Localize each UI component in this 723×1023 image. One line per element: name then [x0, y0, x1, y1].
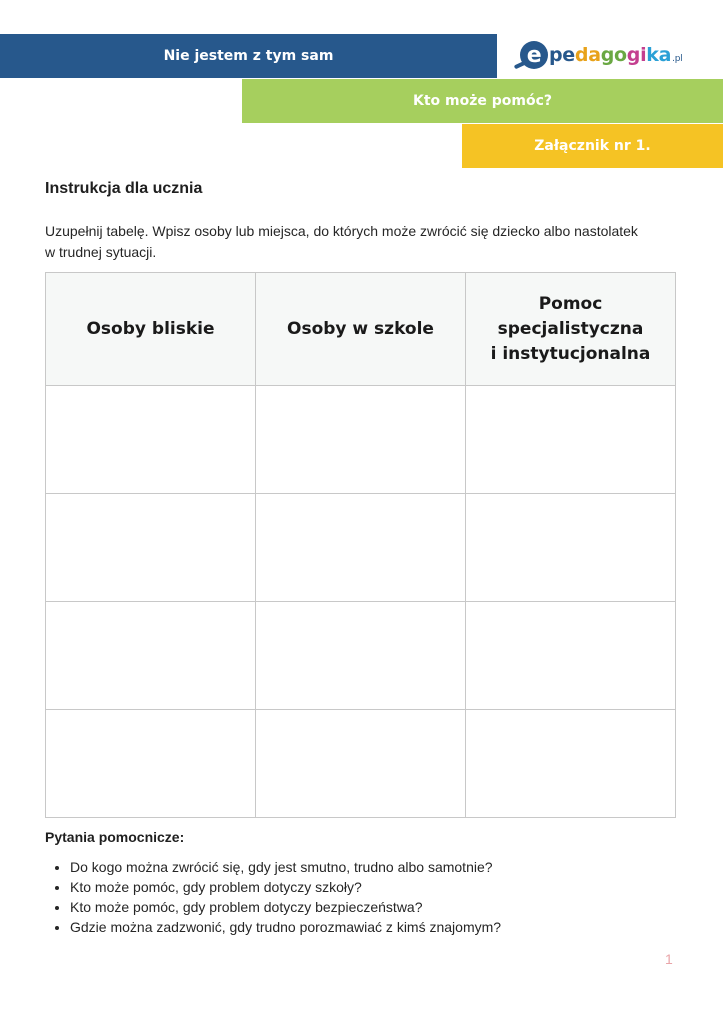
table-cell[interactable]	[46, 710, 256, 818]
table-cell[interactable]	[256, 386, 466, 494]
table-cell[interactable]	[256, 494, 466, 602]
table-cell[interactable]	[466, 494, 676, 602]
table-cell[interactable]	[466, 710, 676, 818]
column-header-close-people	[46, 273, 256, 386]
table-row	[46, 710, 676, 818]
header-line: specjalistyczna	[497, 318, 644, 339]
table-header-row	[46, 273, 676, 386]
logo-text-part: da	[574, 44, 601, 66]
list-item: • Do kogo można zwrócić się, gdy jest smutno, trudno albo samotnie?	[70, 857, 501, 877]
table-cell[interactable]	[46, 386, 256, 494]
table-row	[46, 386, 676, 494]
logo-e-icon: e	[520, 41, 548, 69]
table-row	[46, 602, 676, 710]
table-cell[interactable]	[466, 602, 676, 710]
logo-text-part: ka	[646, 44, 672, 66]
logo-text-part: go	[600, 44, 627, 66]
logo-suffix: .pl	[672, 54, 683, 64]
logo-text-part: pe	[549, 44, 575, 66]
attachment-label: Załącznik nr 1.	[534, 138, 651, 154]
attachment-band	[462, 124, 723, 168]
logo-text-part: gi	[626, 44, 647, 66]
header-line: Osoby bliskie	[86, 318, 215, 339]
column-header-specialist-help	[466, 273, 676, 386]
header-line: i instytucjonalna	[490, 343, 651, 364]
document-title: Nie jestem z tym sam	[163, 48, 334, 64]
header-line: Pomoc	[538, 293, 603, 314]
table-cell[interactable]	[46, 602, 256, 710]
table-cell[interactable]	[256, 602, 466, 710]
table-cell[interactable]	[256, 710, 466, 818]
document-subtitle: Kto może pomóc?	[412, 93, 553, 109]
table-cell[interactable]	[46, 494, 256, 602]
questions-title: Pytania pomocnicze:	[45, 829, 185, 845]
section-heading: Instrukcja dla ucznia	[45, 180, 203, 197]
list-item: • Kto może pomóc, gdy problem dotyczy szkoły?	[70, 877, 501, 897]
column-header-school-people	[256, 273, 466, 386]
subtitle-band	[242, 79, 723, 123]
page-number: 1	[665, 951, 673, 967]
instructions-line: Uzupełnij tabelę. Wpisz osoby lub miejsca, do których może zwrócić się dziecko albo nastolatek	[45, 223, 638, 239]
instructions-text	[45, 221, 675, 263]
epedagogika-logo	[520, 36, 682, 74]
table-cell[interactable]	[466, 386, 676, 494]
list-item: • Kto może pomóc, gdy problem dotyczy bezpieczeństwa?	[70, 897, 501, 917]
header-line: Osoby w szkole	[287, 318, 434, 339]
instructions-line: w trudnej sytuacji.	[45, 244, 157, 260]
worksheet-table	[45, 272, 676, 818]
questions-list	[45, 857, 501, 937]
list-item: • Gdzie można zadzwonić, gdy trudno porozmawiać z kimś znajomym?	[70, 917, 501, 937]
title-band	[0, 34, 497, 78]
table-row	[46, 494, 676, 602]
